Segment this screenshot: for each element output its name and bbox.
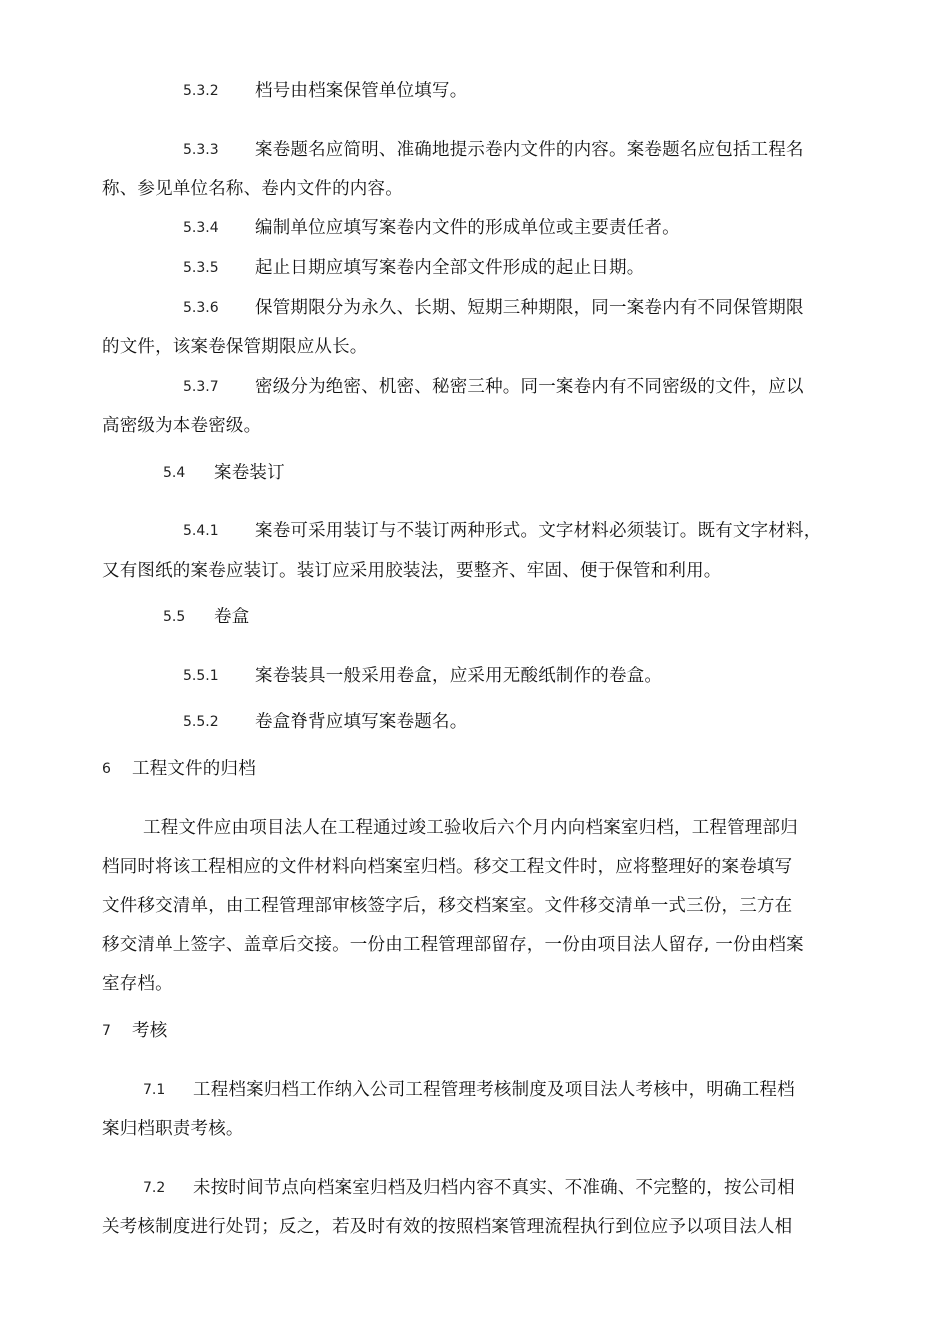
clause-text: 的文件，该案卷保管期限应从长。 <box>102 337 368 357</box>
paragraph-line: 文件移交清单，由工程管理部审核签字后，移交档案室。文件移交清单一式三份，三方在 <box>102 896 793 916</box>
clause-number: 5.3.2 <box>183 83 219 99</box>
clause-number: 7.2 <box>143 1180 166 1196</box>
clause-number: 5.3.6 <box>183 300 219 316</box>
clause-text: 编制单位应填写案卷内文件的形成单位或主要责任者。 <box>255 218 680 238</box>
clause-text: 保管期限分为永久、长期、短期三种期限，同一案卷内有不同保管期限 <box>255 298 804 318</box>
section-number: 5.4 <box>163 465 186 481</box>
clause-text: 关考核制度进行处罚；反之，若及时有效的按照档案管理流程执行到位应予以项目法人相 <box>102 1217 793 1237</box>
clause-number: 7.1 <box>143 1082 166 1098</box>
clause-number: 5.3.4 <box>183 220 219 236</box>
clause-text: 称、参见单位名称、卷内文件的内容。 <box>102 179 403 199</box>
clause-text: 密级分为绝密、机密、秘密三种。同一案卷内有不同密级的文件，应以 <box>255 377 804 397</box>
section-number: 5.5 <box>163 609 186 625</box>
paragraph-line: 室存档。 <box>102 974 173 994</box>
chapter-heading: 工程文件的归档 <box>132 759 256 779</box>
chapter-heading: 考核 <box>132 1021 168 1041</box>
clause-number: 5.5.1 <box>183 668 219 684</box>
clause-text: 档号由档案保管单位填写。 <box>255 81 468 101</box>
paragraph-line: 移交清单上签字、盖章后交接。一份由工程管理部留存，一份由项目法人留存, 一份由档案 <box>102 935 804 955</box>
clause-text: 工程档案归档工作纳入公司工程管理考核制度及项目法人考核中，明确工程档 <box>193 1080 795 1100</box>
clause-number: 5.3.3 <box>183 142 219 158</box>
clause-number: 5.3.7 <box>183 379 219 395</box>
clause-number: 5.4.1 <box>183 523 219 539</box>
clause-text: 案归档职责考核。 <box>102 1119 244 1139</box>
paragraph-line: 档同时将该工程相应的文件材料向档案室归档。移交工程文件时，应将整理好的案卷填写 <box>102 857 793 877</box>
clause-text: 卷盒脊背应填写案卷题名。 <box>255 712 468 732</box>
clause-text: 案卷题名应简明、准确地提示卷内文件的内容。案卷题名应包括工程名 <box>255 140 804 160</box>
clause-text: 起止日期应填写案卷内全部文件形成的起止日期。 <box>255 258 645 278</box>
clause-number: 5.3.5 <box>183 260 219 276</box>
section-heading: 卷盒 <box>214 607 250 627</box>
clause-text: 案卷装具一般采用卷盒，应采用无酸纸制作的卷盒。 <box>255 666 663 686</box>
clause-text: 案卷可采用装订与不装订两种形式。文字材料必须装订。既有文字材料， <box>255 521 822 541</box>
chapter-number: 7 <box>102 1023 111 1039</box>
paragraph-line: 工程文件应由项目法人在工程通过竣工验收后六个月内向档案室归档，工程管理部归 <box>143 818 798 838</box>
clause-text: 高密级为本卷密级。 <box>102 416 262 436</box>
clause-number: 5.5.2 <box>183 714 219 730</box>
clause-text: 未按时间节点向档案室归档及归档内容不真实、不准确、不完整的，按公司相 <box>193 1178 795 1198</box>
chapter-number: 6 <box>102 761 111 777</box>
clause-text: 又有图纸的案卷应装订。装订应采用胶装法，要整齐、牢固、便于保管和利用。 <box>102 561 722 581</box>
section-heading: 案卷装订 <box>214 463 285 483</box>
